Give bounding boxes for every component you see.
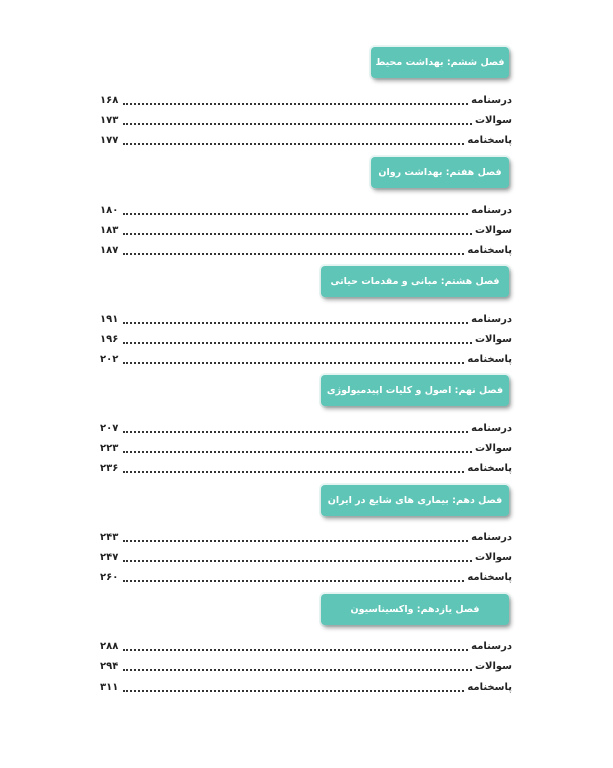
toc-page-number: ۱۹۶: [100, 334, 119, 345]
toc-label: سوالات: [474, 552, 512, 563]
leader-dots: [123, 213, 468, 215]
toc-label: سوالات: [474, 334, 512, 345]
toc-row-answers[interactable]: [100, 571, 512, 585]
toc-label: سوالات: [474, 443, 512, 454]
toc-page-number: ۲۳۶: [100, 463, 119, 474]
toc-label: پاسخنامه: [467, 572, 512, 583]
toc-row-questions[interactable]: [100, 442, 512, 456]
leader-dots: [123, 669, 472, 671]
toc-row-lesson[interactable]: [100, 94, 512, 108]
toc-label: پاسخنامه: [467, 463, 512, 474]
leader-dots: [123, 580, 464, 582]
toc-page-number: ۳۱۱: [100, 682, 119, 693]
toc-page-number: ۲۶۰: [100, 572, 119, 583]
chapter-header-10: فصل دهم: بیماری های شایع در ایران: [321, 485, 509, 516]
toc-row-lesson[interactable]: [100, 640, 512, 654]
toc-label: سوالات: [474, 225, 512, 236]
toc-row-questions[interactable]: [100, 114, 512, 128]
leader-dots: [123, 103, 468, 105]
leader-dots: [123, 451, 472, 453]
toc-row-questions[interactable]: [100, 551, 512, 565]
toc-page-number: ۱۷۳: [100, 115, 119, 126]
toc-label: درسنامه: [471, 95, 512, 106]
toc-label: درسنامه: [471, 532, 512, 543]
toc-page-number: ۲۴۳: [100, 532, 119, 543]
toc-row-lesson[interactable]: [100, 313, 512, 327]
leader-dots: [123, 649, 468, 651]
toc-row-answers[interactable]: [100, 462, 512, 476]
leader-dots: [123, 540, 468, 542]
chapter-header-6: فصل ششم: بهداشت محیط: [371, 47, 509, 78]
toc-row-answers[interactable]: [100, 353, 512, 367]
leader-dots: [123, 690, 464, 692]
toc-row-questions[interactable]: [100, 333, 512, 347]
toc-row-questions[interactable]: [100, 224, 512, 238]
toc-label: پاسخنامه: [467, 354, 512, 365]
toc-page-number: ۱۷۷: [100, 135, 119, 146]
leader-dots: [123, 431, 468, 433]
leader-dots: [123, 322, 468, 324]
leader-dots: [123, 362, 464, 364]
toc-page-number: ۱۸۰: [100, 205, 119, 216]
toc-label: سوالات: [474, 661, 512, 672]
toc-page-number: ۱۸۷: [100, 245, 119, 256]
toc-page-number: ۲۸۸: [100, 641, 119, 652]
chapter-header-8: فصل هشتم: مبانی و مقدمات حیاتی: [321, 266, 509, 297]
toc-page-number: ۲۲۳: [100, 443, 119, 454]
toc-row-lesson[interactable]: [100, 422, 512, 436]
toc-page-number: ۲۴۷: [100, 552, 119, 563]
toc-label: پاسخنامه: [467, 135, 512, 146]
toc-label: درسنامه: [471, 205, 512, 216]
toc-row-lesson[interactable]: [100, 531, 512, 545]
toc-row-questions[interactable]: [100, 660, 512, 674]
leader-dots: [123, 471, 464, 473]
toc-page-number: ۱۹۱: [100, 314, 119, 325]
chapter-header-11: فصل یازدهم: واکسیناسیون: [321, 594, 509, 625]
chapter-header-7: فصل هفتم: بهداشت روان: [371, 157, 509, 188]
toc-row-answers[interactable]: [100, 244, 512, 258]
toc-row-answers[interactable]: [100, 134, 512, 148]
toc-label: درسنامه: [471, 314, 512, 325]
toc-row-answers[interactable]: [100, 681, 512, 695]
toc-page-number: ۲۰۲: [100, 354, 119, 365]
toc-row-lesson[interactable]: [100, 204, 512, 218]
toc-label: پاسخنامه: [467, 682, 512, 693]
toc-label: سوالات: [474, 115, 512, 126]
leader-dots: [123, 560, 472, 562]
leader-dots: [123, 342, 472, 344]
leader-dots: [123, 123, 472, 125]
toc-label: درسنامه: [471, 423, 512, 434]
toc-page-number: ۱۸۳: [100, 225, 119, 236]
leader-dots: [123, 233, 472, 235]
toc-label: درسنامه: [471, 641, 512, 652]
leader-dots: [123, 143, 464, 145]
toc-label: پاسخنامه: [467, 245, 512, 256]
toc-page-number: ۱۶۸: [100, 95, 119, 106]
toc-page-number: ۲۰۷: [100, 423, 119, 434]
chapter-header-9: فصل نهم: اصول و کلیات اپیدمیولوژی: [321, 375, 509, 406]
leader-dots: [123, 253, 464, 255]
toc-page-number: ۲۹۴: [100, 661, 119, 672]
